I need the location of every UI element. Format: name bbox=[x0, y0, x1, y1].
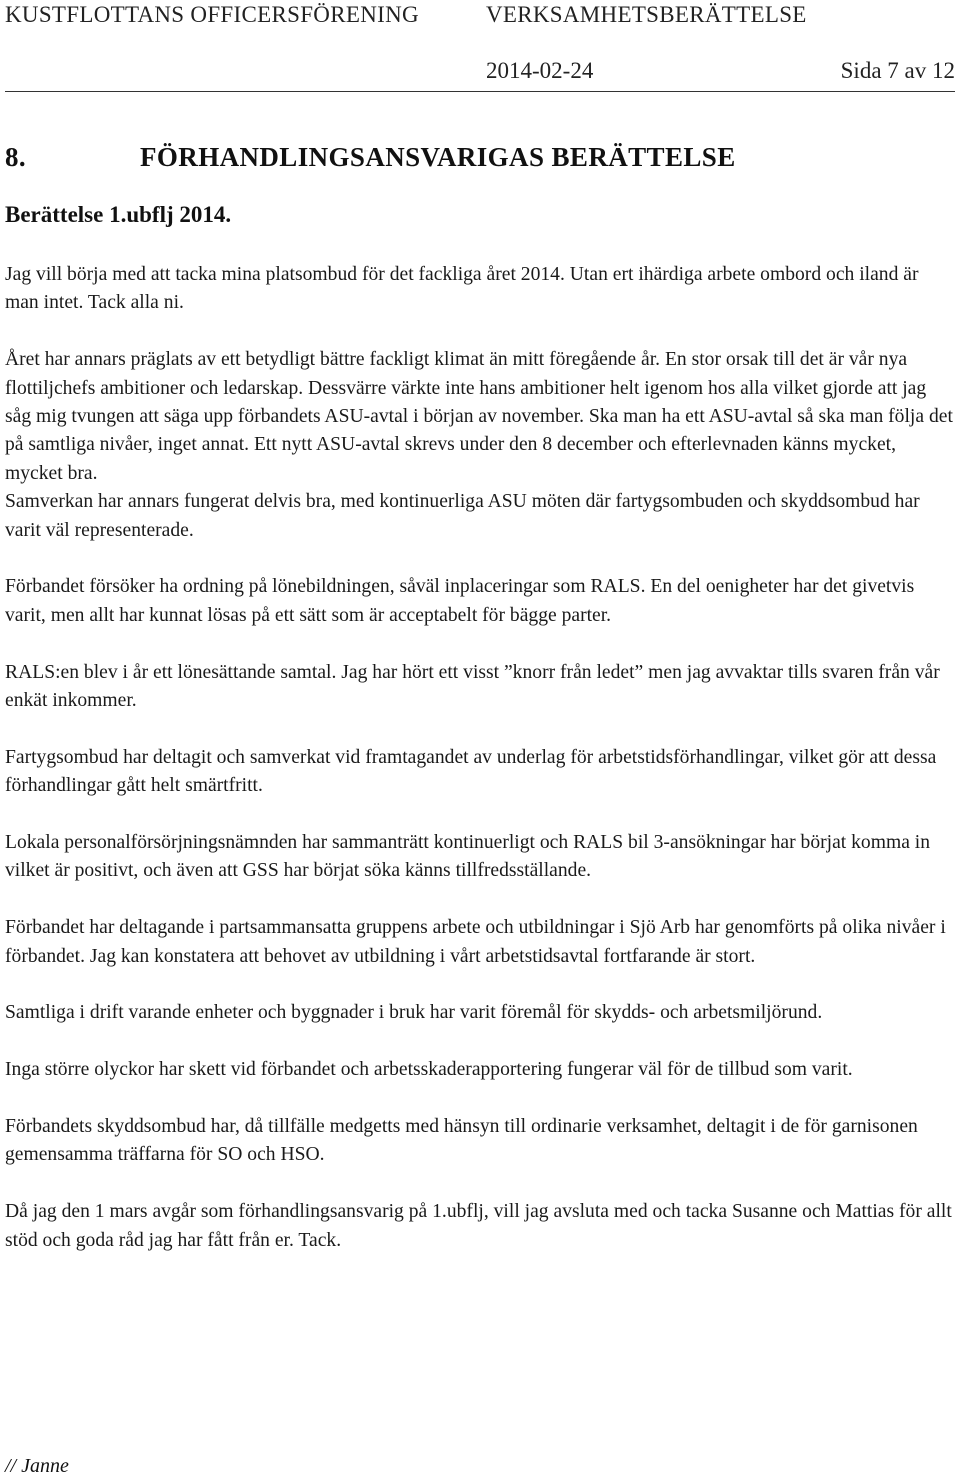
subsection-title: Berättelse 1.ubflj 2014. bbox=[5, 202, 232, 227]
header-divider bbox=[5, 91, 955, 92]
section-heading bbox=[5, 140, 736, 174]
running-header bbox=[5, 0, 955, 30]
paragraph: Förbandet försöker ha ordning på lönebildningen, såväl inplaceringar som RALS. En del oenigheter har det givetvis varit, men allt har kunnat lösas på ett sätt som är acceptabelt för bägge parter. bbox=[5, 576, 915, 626]
paragraph: Inga större olyckor har skett vid förbandet och arbetsskaderapportering fungerar väl för de tillbud som varit. bbox=[5, 1059, 853, 1081]
signature: // Janne bbox=[5, 1455, 69, 1477]
header-date: 2014-02-24 bbox=[486, 58, 594, 83]
paragraph: Samtliga i drift varande enheter och byggnader i bruk har varit föremål för skydds- och arbetsmiljörund. bbox=[5, 1002, 823, 1024]
paragraph: Förbandet har deltagande i partsammansatta gruppens arbete och utbildningar i Sjö Arb har genomförts på olika nivåer i förbandet. Jag kan konstatera att behovet av utbildning i vårt arbetstidsavtal fortfarande är stort. bbox=[5, 917, 946, 967]
paragraph: Fartygsombud har deltagit och samverkat vid framtagandet av underlag för arbetstidsförhandlingar, vilket gör att dessa förhandlingar gått helt smärtfritt. bbox=[5, 746, 937, 797]
paragraph: Samverkan har annars fungerat delvis bra, med kontinuerliga ASU möten där fartygsombuden och skyddsombud har varit väl representerade. bbox=[5, 491, 920, 541]
paragraph: Då jag den 1 mars avgår som förhandlingsansvarig på 1.ubflj, vill jag avsluta med och tacka Susanne och Mattias för allt stöd och goda råd jag har fått från er. Tack. bbox=[5, 1201, 952, 1251]
section-title: FÖRHANDLINGSANSVARIGAS BERÄTTELSE bbox=[140, 142, 736, 172]
running-header-meta bbox=[5, 56, 955, 86]
paragraph: Förbandets skyddsombud har, då tillfälle medgetts med hänsyn till ordinarie verksamhet, deltagit i de för garnisonen gemensamma träffarna för SO och HSO. bbox=[5, 1116, 918, 1166]
paragraph: Jag vill börja med att tacka mina platsombud för det fackliga året 2014. Utan ert ihärdiga arbete ombord och iland är man intet. Tack alla ni. bbox=[5, 264, 919, 314]
header-page-number: Sida 7 av 12 bbox=[840, 58, 955, 83]
paragraph: Lokala personalförsörjningsnämnden har sammanträtt kontinuerligt och RALS bil 3-ansökningar har börjat komma in vilket är positivt, och även att GSS har börjat söka känns tillfredsställande. bbox=[5, 832, 931, 882]
body-text bbox=[5, 261, 955, 1283]
header-report-title: VERKSAMHETSBERÄTTELSE bbox=[486, 2, 807, 27]
header-organization: KUSTFLOTTANS OFFICERSFÖRENING bbox=[5, 2, 419, 27]
paragraph: Året har annars präglats av ett betydligt bättre fackligt klimat än mitt föregående år. En stor orsak till det är vår nya flottiljchefs ambitioner och ledarskap. Dessvärre värkte inte hans ambitioner helt igenom hos alla vilket gjorde att jag såg mig tvungen att säga upp förbandets ASU-avtal i början av november. Ska man ha ett ASU-avtal så ska man följa det på samtliga nivåer, inget annat. Ett nytt ASU-avtal skrevs under den 8 december och efterlevnaden känns mycket, mycket bra. bbox=[5, 349, 953, 484]
section-number: 8. bbox=[5, 142, 27, 172]
paragraph: RALS:en blev i år ett lönesättande samtal. Jag har hört ett visst ”knorr från ledet” men jag avvaktar tills svaren från vår enkät inkommer. bbox=[5, 661, 940, 712]
